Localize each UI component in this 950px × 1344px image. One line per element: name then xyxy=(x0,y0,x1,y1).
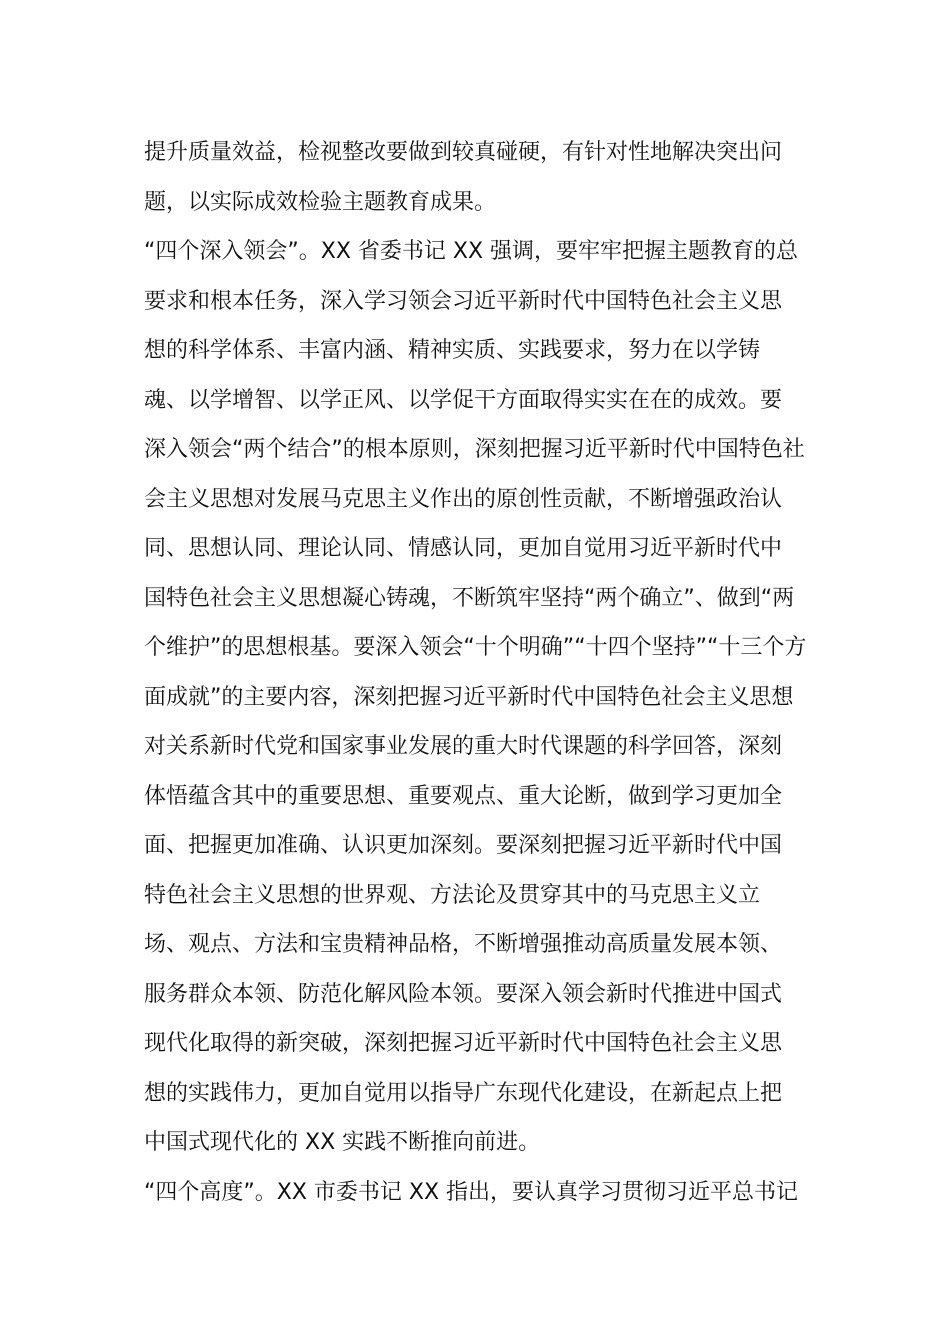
document-body xyxy=(144,128,810,1217)
text-line: 想的科学体系、丰富内涵、精神实质、实践要求，努力在以学铸 xyxy=(144,338,761,363)
text-line: 体悟蕴含其中的重要思想、重要观点、重大论断，做到学习更加全 xyxy=(144,783,783,809)
text-line: 提升质量效益，检视整改要做到较真碰硬，有针对性地解决突出问 xyxy=(144,140,783,165)
text-line: 魂、以学增智、以学正风、以学促干方面取得实实在在的成效。要 xyxy=(144,387,783,413)
text-line: 题，以实际成效检验主题教育成果。 xyxy=(144,189,497,215)
text-line: “四个高度”。XX 市委书记 XX 指出，要认真学习贯彻习近平总书记 xyxy=(144,1179,799,1205)
text-line: 国特色社会主义思想凝心铸魂，不断筑牢坚持“两个确立”、做到“两 xyxy=(144,585,795,611)
text-line: 要求和根本任务，深入学习领会习近平新时代中国特色社会主义思 xyxy=(144,288,783,314)
text-line: 对关系新时代党和国家事业发展的重大时代课题的科学回答，深刻 xyxy=(144,734,783,759)
text-line: 个维护”的思想根基。要深入领会“十个明确”“十四个坚持”“十三个方 xyxy=(144,635,807,660)
text-line: 特色社会主义思想的世界观、方法论及贯穿其中的马克思主义立 xyxy=(144,882,761,908)
text-line: 现代化取得的新突破，深刻把握习近平新时代中国特色社会主义思 xyxy=(144,1031,783,1056)
text-line: 服务群众本领、防范化解风险本领。要深入领会新时代推进中国式 xyxy=(144,981,783,1007)
text-line: 想的实践伟力，更加自觉用以指导广东现代化建设，在新起点上把 xyxy=(144,1080,783,1106)
text-line: “四个深入领会”。XX 省委书记 XX 强调，要牢牢把握主题教育的总 xyxy=(144,239,799,264)
text-line: 面成就”的主要内容，深刻把握习近平新时代中国特色社会主义思想 xyxy=(144,684,794,710)
text-line: 会主义思想对发展马克思主义作出的原创性贡献，不断增强政治认 xyxy=(144,486,783,512)
text-line: 中国式现代化的 XX 实践不断推向前进。 xyxy=(144,1130,541,1155)
text-line: 场、观点、方法和宝贵精神品格，不断增强推动高质量发展本领、 xyxy=(144,932,783,957)
text-line: 深入领会“两个结合”的根本原则，深刻把握习近平新时代中国特色社 xyxy=(144,437,805,462)
text-line: 同、思想认同、理论认同、情感认同，更加自觉用习近平新时代中 xyxy=(144,536,783,561)
text-line: 面、把握更加准确、认识更加深刻。要深刻把握习近平新时代中国 xyxy=(144,833,783,858)
